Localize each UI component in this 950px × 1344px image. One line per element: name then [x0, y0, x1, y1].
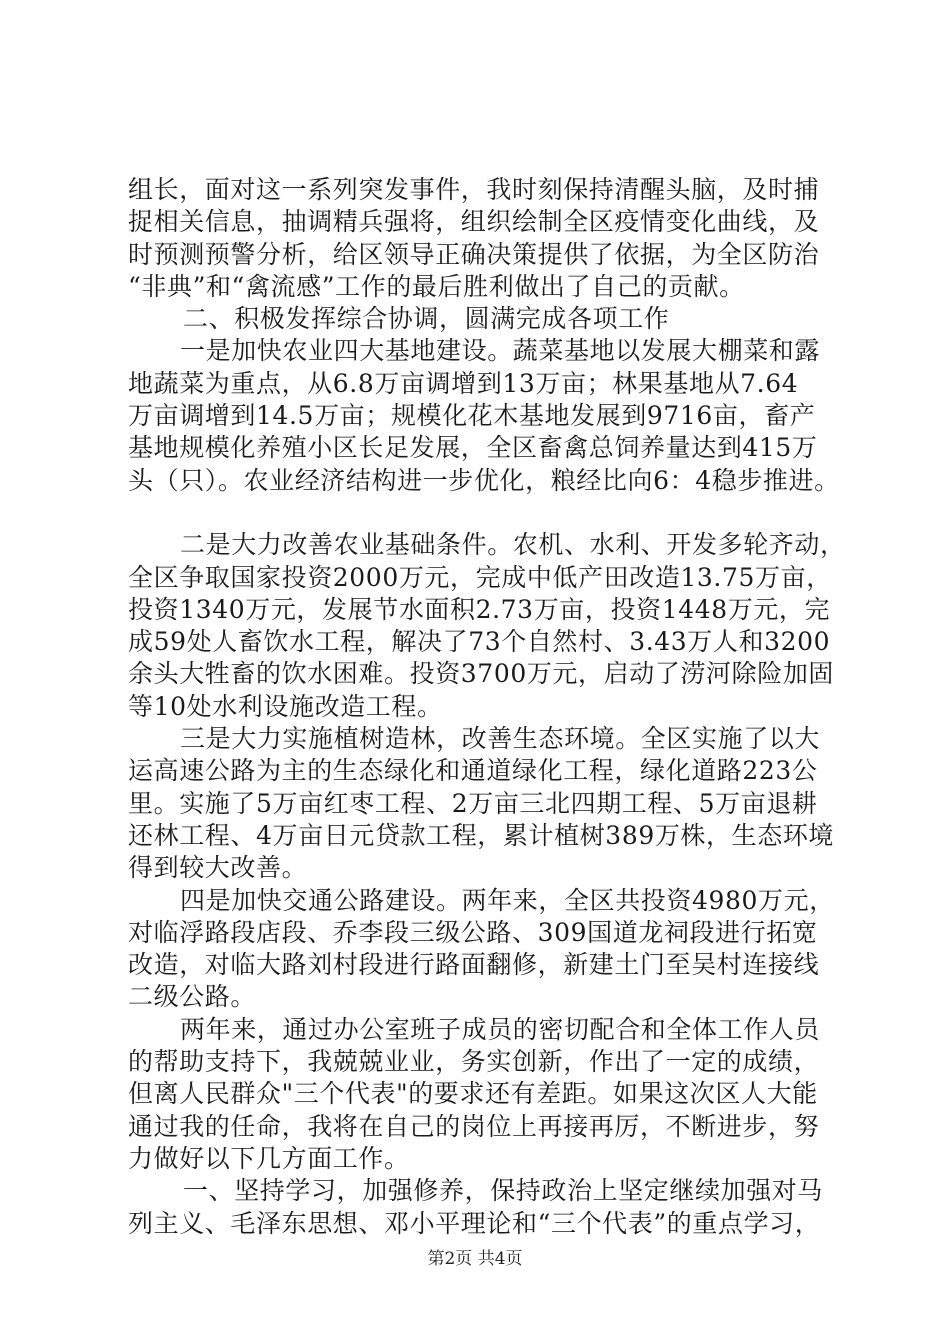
text-line: 得到较大改善。	[128, 853, 308, 883]
section-heading: 二、积极发挥综合协调，圆满完成各项工作	[183, 304, 670, 334]
paragraph-start: 二是大力改善农业基础条件。农机、水利、开发多轮齐动，	[180, 530, 846, 560]
paragraph-start: 三是大力实施植树造林，改善生态环境。全区实施了以大	[180, 724, 821, 754]
text-line: 基地规模化养殖小区长足发展，全区畜禽总饲养量达到415万	[128, 433, 818, 463]
text-line: 运高速公路为主的生态绿化和通道绿化工程，绿化道路223公	[128, 756, 818, 786]
text-line: 全区争取国家投资2000万元，完成中低产田改造13.75万亩，	[128, 562, 832, 592]
document-body	[128, 174, 846, 1240]
text-line: 力做好以下几方面工作。	[128, 1143, 410, 1173]
text-line: 时预测预警分析，给区领导正确决策提供了依据，为全区防治	[128, 239, 820, 269]
text-line: 通过我的任命，我将在自己的岗位上再接再厉，不断进步，努	[128, 1111, 820, 1141]
text-line: 等10处水利设施改造工程。	[128, 691, 443, 721]
paragraph-start: 四是加快交通公路建设。两年来，全区共投资4980万元，	[180, 885, 835, 915]
text-line: 投资1340万元，发展节水面积2.73万亩，投资1448万元，完	[128, 594, 831, 624]
text-line: 还林工程、4万亩日元贷款工程，累计植树389万株，生态环境	[128, 820, 835, 850]
text-line: 列主义、毛泽东思想、邓小平理论和“三个代表”的重点学习，	[128, 1208, 821, 1238]
text-line: 地蔬菜为重点，从6.8万亩调增到13万亩；林果基地从7.64	[128, 368, 799, 398]
text-line: 改造，对临大路刘村段进行路面翻修，新建土门至吴村连接线	[128, 950, 820, 980]
paragraph-start: 两年来，通过办公室班子成员的密切配合和全体工作人员	[180, 1014, 821, 1044]
text-line: 头（只）。农业经济结构进一步优化，粮经比向6：4稳步推进。	[128, 465, 840, 495]
text-line: 捉相关信息，抽调精兵强将，组织绘制全区疫情变化曲线，及	[128, 207, 820, 237]
text-line: 二级公路。	[128, 982, 257, 1012]
text-line: 万亩调增到14.5万亩；规模化花木基地发展到9716亩，畜产	[128, 401, 816, 431]
text-line: 余头大牲畜的饮水困难。投资3700万元，启动了涝河除险加固	[128, 659, 835, 689]
text-line: 成59处人畜饮水工程，解决了73个自然村、3.43万人和3200	[128, 627, 831, 657]
blank-line	[128, 497, 828, 529]
text-line: 的帮助支持下，我兢兢业业，务实创新，作出了一定的成绩，	[128, 1047, 820, 1077]
text-line: 对临浮路段店段、乔李段三级公路、309国道龙祠段进行拓宽	[128, 917, 818, 947]
paragraph-start: 一是加快农业四大基地建设。蔬菜基地以发展大棚菜和露	[180, 336, 821, 366]
paragraph-start: 一、坚持学习，加强修养，保持政治上坚定继续加强对马	[183, 1176, 824, 1206]
text-line: “非典”和“禽流感”工作的最后胜利做出了自己的贡献。	[128, 271, 745, 301]
text-line: 组长，面对这一系列突发事件，我时刻保持清醒头脑，及时捕	[128, 175, 820, 204]
page-number-label: 第2页 共4页	[427, 1249, 523, 1269]
page-footer	[0, 1244, 950, 1269]
text-line: 但离人民群众"三个代表"的要求还有差距。如果这次区人大能	[128, 1079, 818, 1109]
text-line: 里。实施了5万亩红枣工程、2万亩三北四期工程、5万亩退耕	[128, 788, 818, 818]
